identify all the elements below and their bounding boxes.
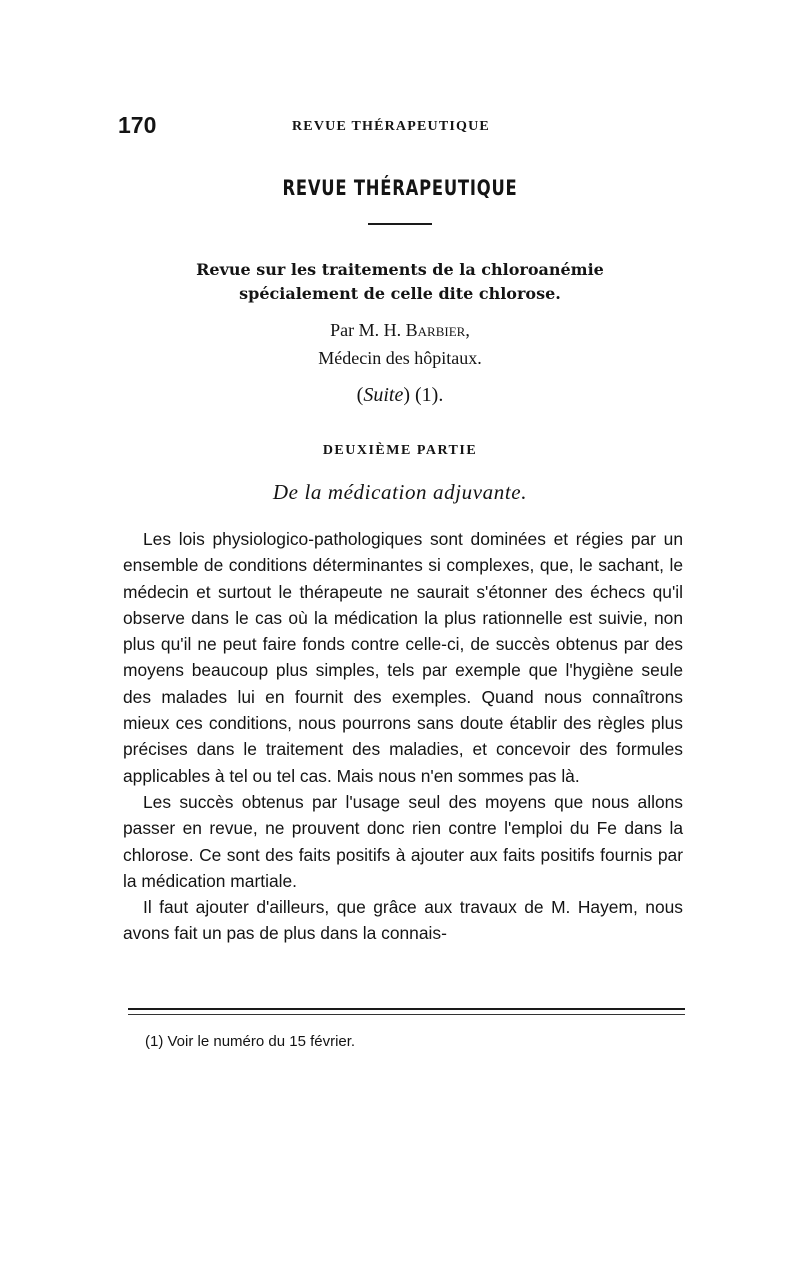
footnote-divider-thin	[128, 1014, 685, 1015]
section-title: REVUE THÉRAPEUTIQUE	[282, 176, 518, 200]
page-number: 170	[118, 112, 157, 138]
continuation-note: (Suite) (1).	[356, 384, 444, 406]
article-title-line-2: spécialement de celle dite chlorose.	[239, 284, 561, 303]
article-title-line-1: Revue sur les traitements de la chloroanémie	[196, 260, 604, 279]
author-affiliation: Médecin des hôpitaux.	[318, 348, 482, 368]
footnote-reference: (1).	[415, 384, 444, 406]
byline	[100, 316, 700, 372]
paragraph: Il faut ajouter d'ailleurs, que grâce aux travaux de M. Hayem, nous avons fait un pas de plus dans la connais-	[123, 897, 683, 944]
running-title: REVUE THÉRAPEUTIQUE	[292, 119, 490, 134]
title-rule	[368, 223, 432, 225]
byline-prefix: Par M. H.	[330, 320, 402, 340]
author-line	[100, 316, 700, 344]
part-label: DEUXIÈME PARTIE	[322, 443, 478, 458]
paragraph: Les succès obtenus par l'usage seul des moyens que nous allons passer en revue, ne prouvent donc rien contre l'emploi du Fe dans la chlorose. Ce sont des faits positifs à ajouter aux faits positifs fournis par la médication martiale.	[123, 791, 683, 891]
footnote-divider	[128, 1008, 685, 1010]
paragraph: Les lois physiologico-pathologiques sont dominées et régies par un ensemble de conditions déterminantes si complexes, que, le sachant, le médecin et surtout le thérapeute ne saurait s'étonner des échecs qu'il observe dans le cas où la médication la plus rationnelle est suivie, non plus qu'il ne peut faire fonds contre celle-ci, de succès obtenus par des moyens beaucoup plus simples, tels par exemple que l'hygiène seule des malades lui en fournit des exemples. Quand nous connaîtrons mieux ces conditions, nous pourrons sans doute établir des règles plus précises dans le traitement des maladies, et concevoir des formules applicables à tel ou tel cas. Mais nous n'en sommes pas là.	[123, 529, 683, 786]
footnote: (1) Voir le numéro du 15 février.	[145, 1033, 356, 1050]
part-title: De la médication adjuvante.	[272, 480, 528, 504]
article-title	[100, 258, 700, 306]
body-text	[123, 526, 683, 947]
suite-label: Suite	[363, 384, 404, 406]
running-head	[118, 112, 688, 142]
author-name: Barbier,	[405, 320, 470, 340]
